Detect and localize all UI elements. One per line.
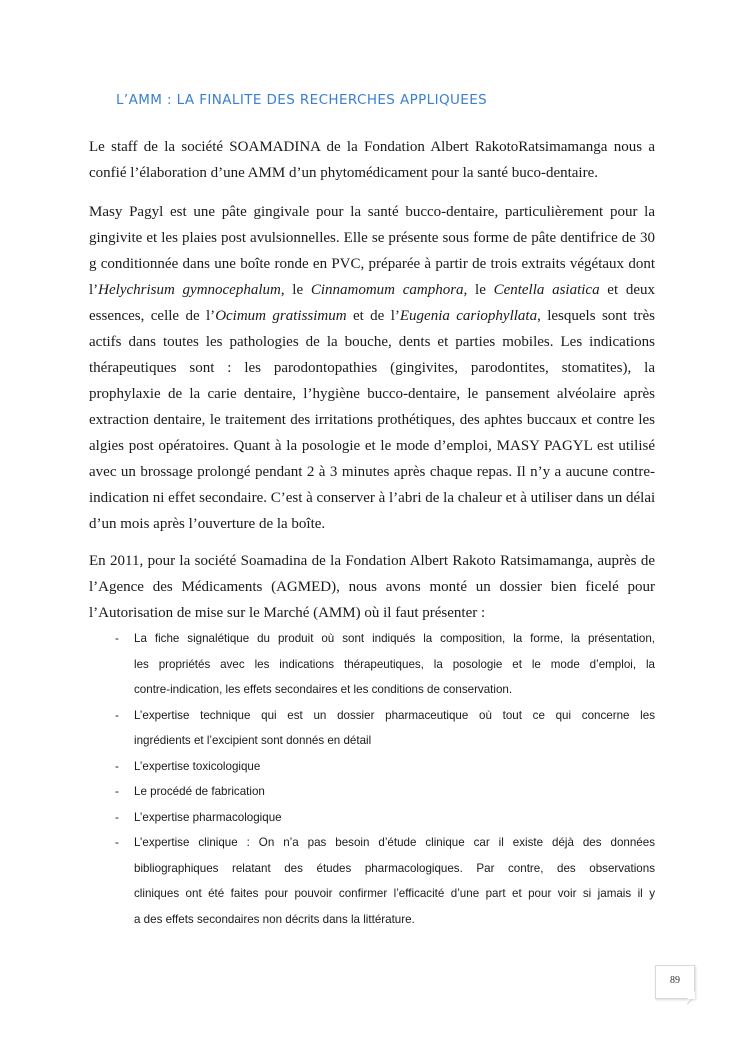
text-run: essences, celle de l’ bbox=[89, 308, 216, 324]
text-line: d’un mois après l’ouverture de la boîte. bbox=[89, 516, 326, 532]
species-name: Ocimum gratissimum bbox=[215, 308, 347, 324]
paragraph-intro bbox=[89, 134, 655, 186]
text-line: les propriétés avec les indications thérapeutiques, la posologie et le mode d’emploi, la bbox=[134, 657, 655, 671]
species-name: Cinnamomum camphora, bbox=[310, 282, 468, 298]
text-run: et de l’ bbox=[346, 308, 400, 324]
bullet-dash: - bbox=[115, 836, 119, 849]
bullet-dash: - bbox=[115, 759, 119, 773]
text-run: le bbox=[467, 282, 494, 298]
text-line: Le procédé de fabrication bbox=[134, 785, 265, 798]
species-name: Eugenia cariophyllata bbox=[399, 308, 538, 324]
bullet-dash: - bbox=[115, 632, 119, 645]
text-line: extraction dentaire, le traitement des irritations prothétiques, des aphtes buccaux et contre les bbox=[89, 412, 655, 428]
text-line: l’Autorisation de mise sur le Marché (AMM) où il faut présenter : bbox=[89, 605, 486, 621]
text-line: indication ni effet secondaire. C’est à conserver à l’abri de la chaleur et à utiliser dans un délai bbox=[89, 490, 656, 506]
text-line: gingivite et les plaies post avulsionnelles. Elle se présente sous forme de pâte dentifrice de 30 bbox=[89, 230, 655, 246]
list-item bbox=[89, 703, 655, 754]
paragraph-product-description bbox=[89, 199, 655, 537]
text-line: avec un brossage prolongé pendant 2 à 3 minutes après chaque repas. Il n’y a aucune contre- bbox=[89, 464, 655, 480]
text-run: l’ bbox=[89, 282, 99, 298]
text-run: , lesquels sont très bbox=[537, 308, 655, 324]
text-line: En 2011, pour la société Soamadina de la Fondation Albert Rakoto Ratsimamanga, auprès de bbox=[89, 553, 655, 569]
text-line: Masy Pagyl est une pâte gingivale pour la santé bucco-dentaire, particulièrement pour la bbox=[89, 204, 655, 220]
text-line: L’expertise toxicologique bbox=[134, 759, 261, 773]
species-name: Helychrisum gymnocephalum, bbox=[98, 282, 285, 298]
text-line: ingrédients et l’excipient sont donnés en détail bbox=[134, 734, 372, 747]
text-line: algies post opératoires. Quant à la posologie et le mode d’emploi, MASY PAGYL est utilisé bbox=[89, 438, 655, 454]
species-name: Centella asiatica bbox=[493, 282, 600, 298]
text-line: thérapeutiques sont : les parodontopathies (gingivites, parodontites, stomatites), la bbox=[89, 360, 655, 376]
text-run: le bbox=[284, 282, 311, 298]
text-line: contre-indication, les effets secondaires et les conditions de conservation. bbox=[134, 683, 513, 696]
page-number: 89 bbox=[655, 965, 695, 999]
text-line: bibliographiques relatant des études pharmacologiques. Par contre, des observations bbox=[134, 861, 655, 875]
text-run: et deux bbox=[599, 282, 655, 298]
bullet-dash: - bbox=[115, 810, 119, 824]
bullet-dash: - bbox=[115, 785, 119, 798]
text-line: prophylaxie de la carie dentaire, l’hygiène bucco-dentaire, le pansement alvéolaire après bbox=[89, 386, 655, 402]
section-heading: L’AMM : LA FINALITE DES RECHERCHES APPLIQUEES bbox=[116, 92, 488, 108]
text-line: Le staff de la société SOAMADINA de la Fondation Albert RakotoRatsimamanga nous a bbox=[89, 139, 655, 155]
text-line: La fiche signalétique du produit où sont indiqués la composition, la forme, la présentation, bbox=[134, 632, 655, 645]
text-line: g conditionnée dans une boîte ronde en PVC, préparée à partir de trois extraits végétaux dont bbox=[89, 256, 655, 272]
text-line: L’expertise clinique : On n’a pas besoin d’étude clinique car il existe déjà des données bbox=[134, 836, 655, 849]
paragraph-amm-dossier bbox=[89, 548, 655, 626]
list-item bbox=[89, 626, 655, 703]
requirements-list bbox=[89, 626, 655, 932]
bullet-dash: - bbox=[115, 708, 119, 722]
text-line: cliniques ont été faites pour pouvoir confirmer l’efficacité d’une part et pour voir si jamais il y bbox=[134, 887, 655, 900]
text-line: actifs dans toutes les pathologies de la bouche, dents et parties mobiles. Les indications bbox=[89, 334, 655, 350]
text-line: confié l’élaboration d’une AMM d’un phytomédicament pour la santé buco-dentaire. bbox=[89, 165, 599, 181]
text-line bbox=[89, 303, 655, 329]
text-line: L’expertise technique qui est un dossier pharmaceutique où tout ce qui concerne les bbox=[134, 708, 655, 722]
list-item bbox=[89, 805, 655, 831]
text-line: a des effets secondaires non décrits dans la littérature. bbox=[134, 912, 415, 926]
text-line: l’Agence des Médicaments (AGMED), nous avons monté un dossier bien ficelé pour bbox=[89, 579, 655, 595]
list-item bbox=[89, 754, 655, 780]
list-item bbox=[89, 830, 655, 932]
list-item bbox=[89, 779, 655, 805]
text-line: L’expertise pharmacologique bbox=[134, 810, 282, 824]
text-line bbox=[89, 277, 655, 303]
